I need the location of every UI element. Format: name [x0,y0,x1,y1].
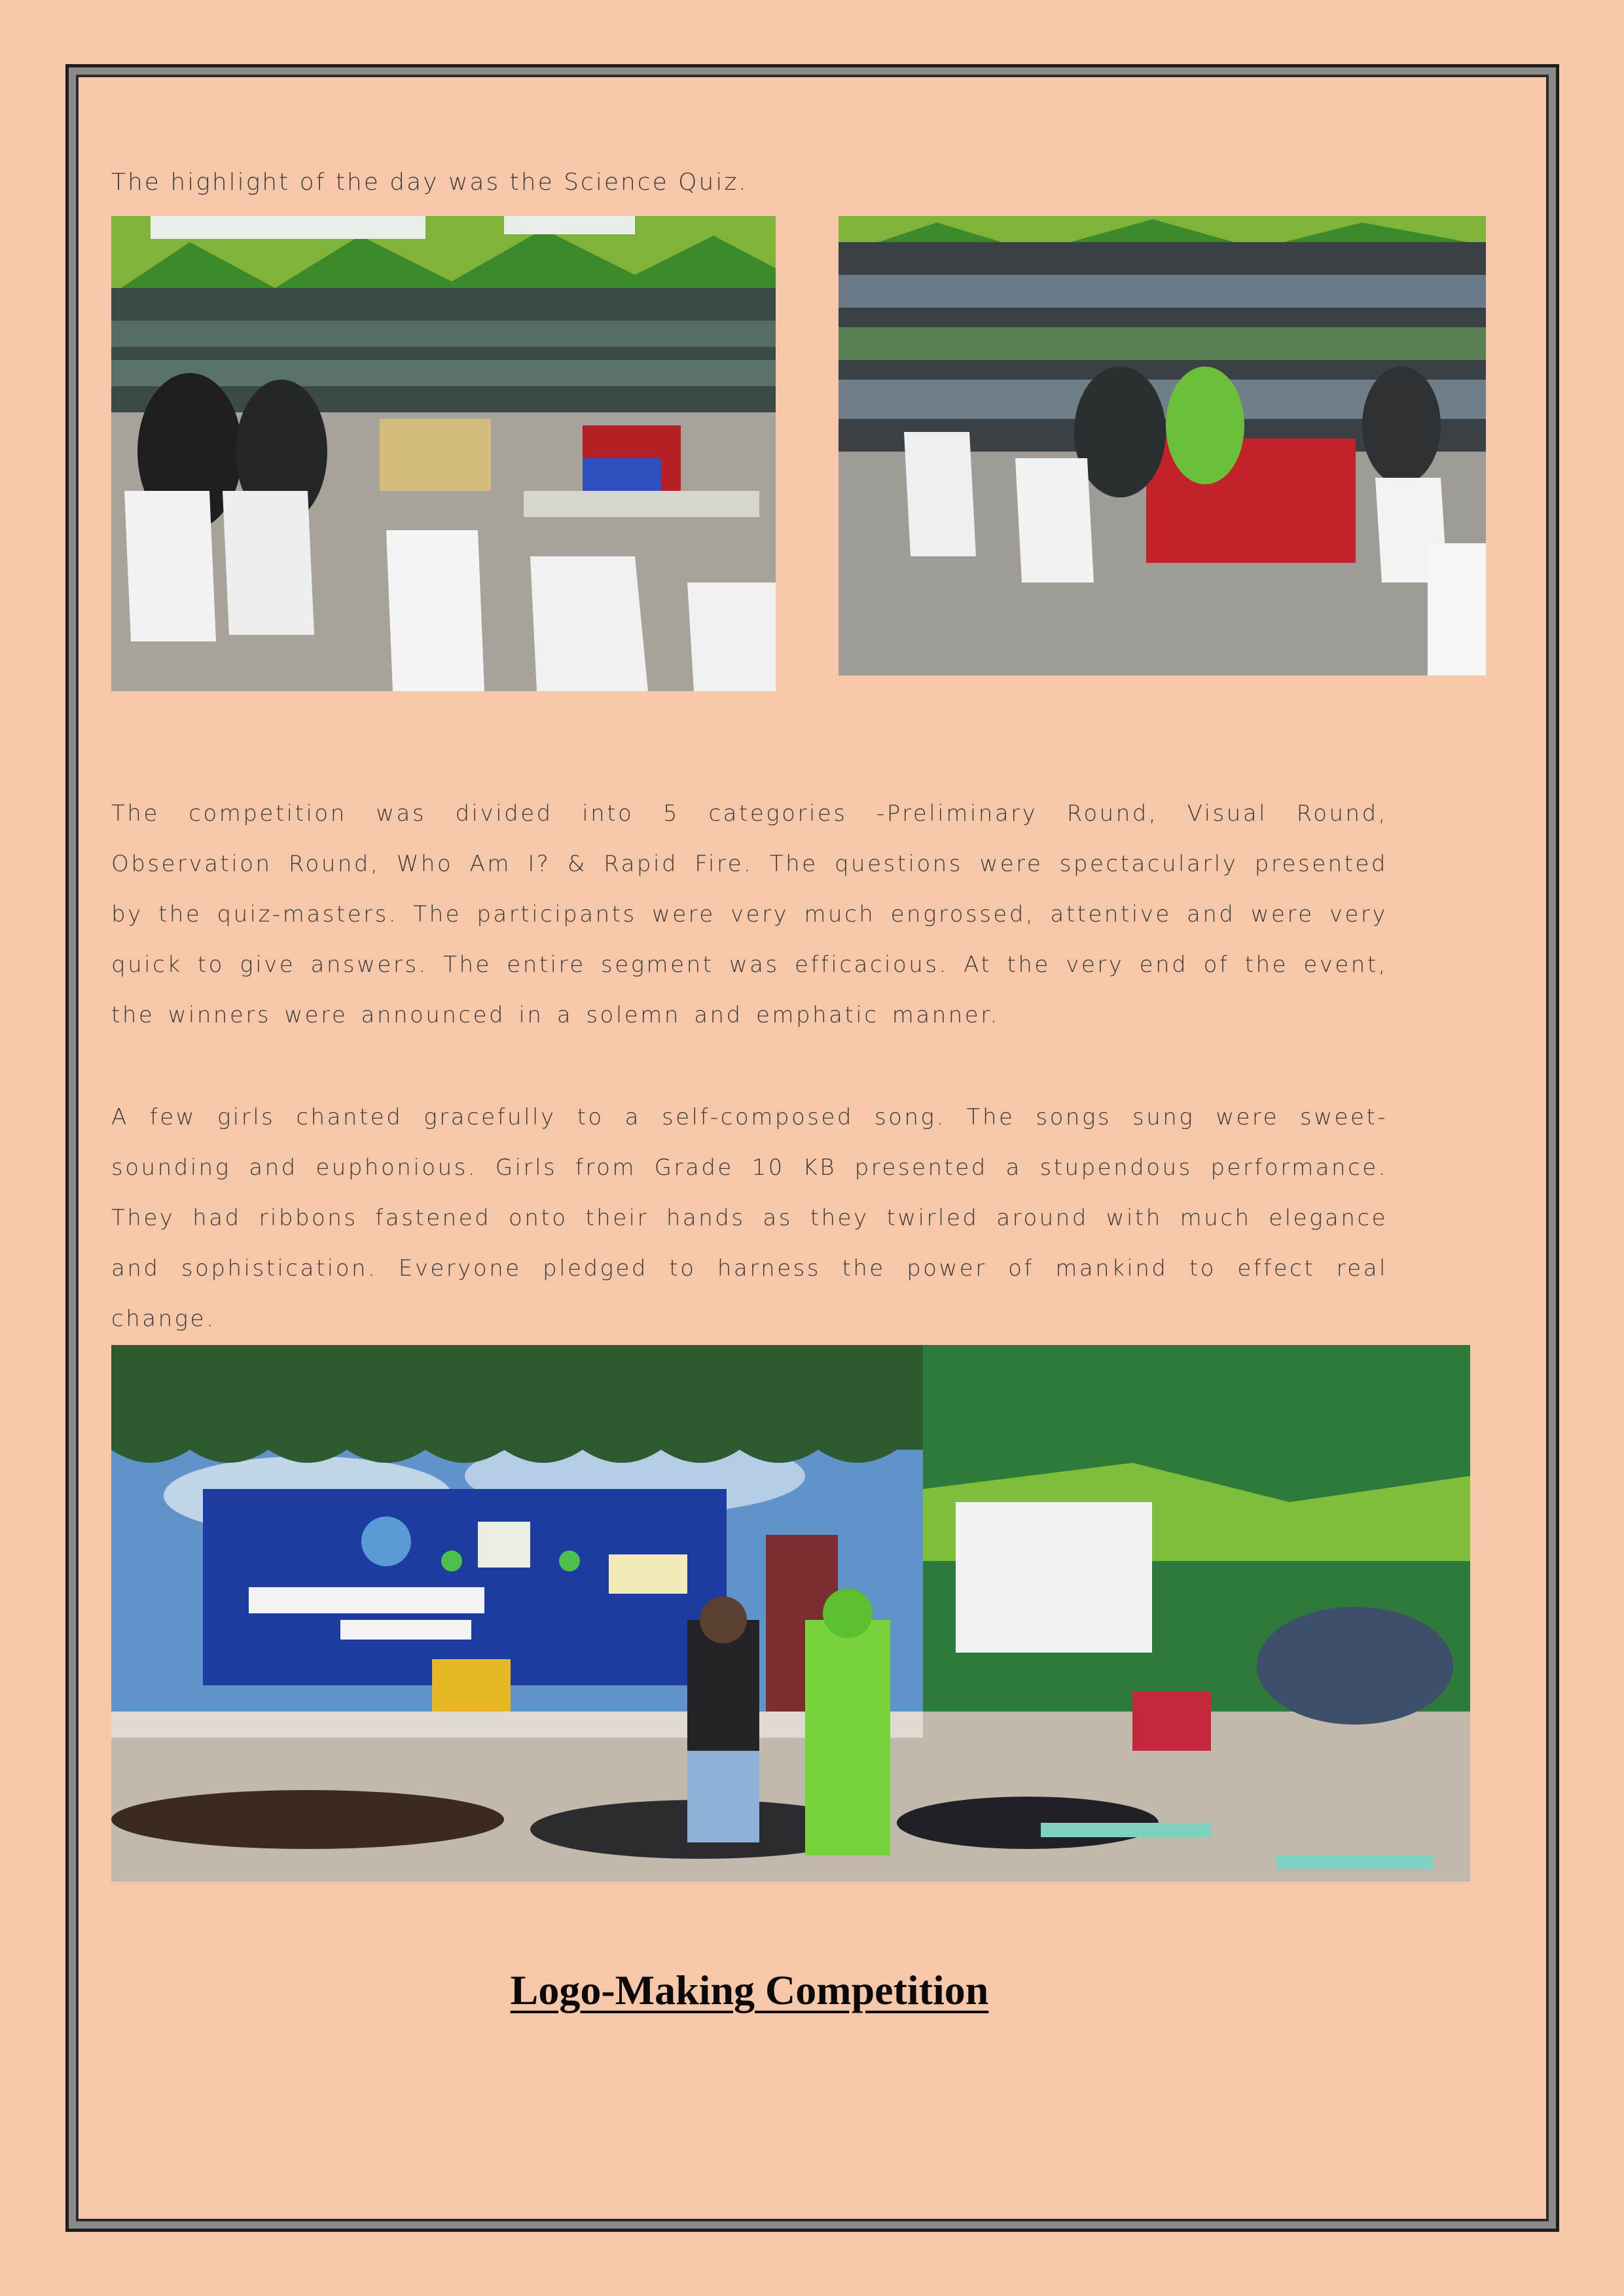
stage-performance-photo [111,1345,1470,1882]
quiz-audience-photo-right [839,216,1486,675]
competition-paragraph: The competition was divided into 5 categories -Preliminary Round, Visual Round, Observation Round, Who Am I? & Rapid Fire. The questions were spectacularly presented by the quiz-masters. The participants were very much engrossed, attentive and were very quick to give answers. The entire segment was efficacious. At the very end of the event, the winners were announced in a solemn and emphatic manner. [111,800,1388,1028]
quiz-hall-photo-left [111,216,776,691]
intro-text: The highlight of the day was the Science Quiz. [111,169,748,196]
section-heading: Logo-Making Competition [510,1967,989,2013]
performance-paragraph: A few girls chanted gracefully to a self-composed song. The songs sung were sweet-sounding and euphonious. Girls from Grade 10 KB presented a stupendous performance. They had ribbons fastened onto their hands as they twirled around with much elegance and sophistication. Everyone pledged to harness the power of mankind to effect real change. [111,1104,1388,1332]
